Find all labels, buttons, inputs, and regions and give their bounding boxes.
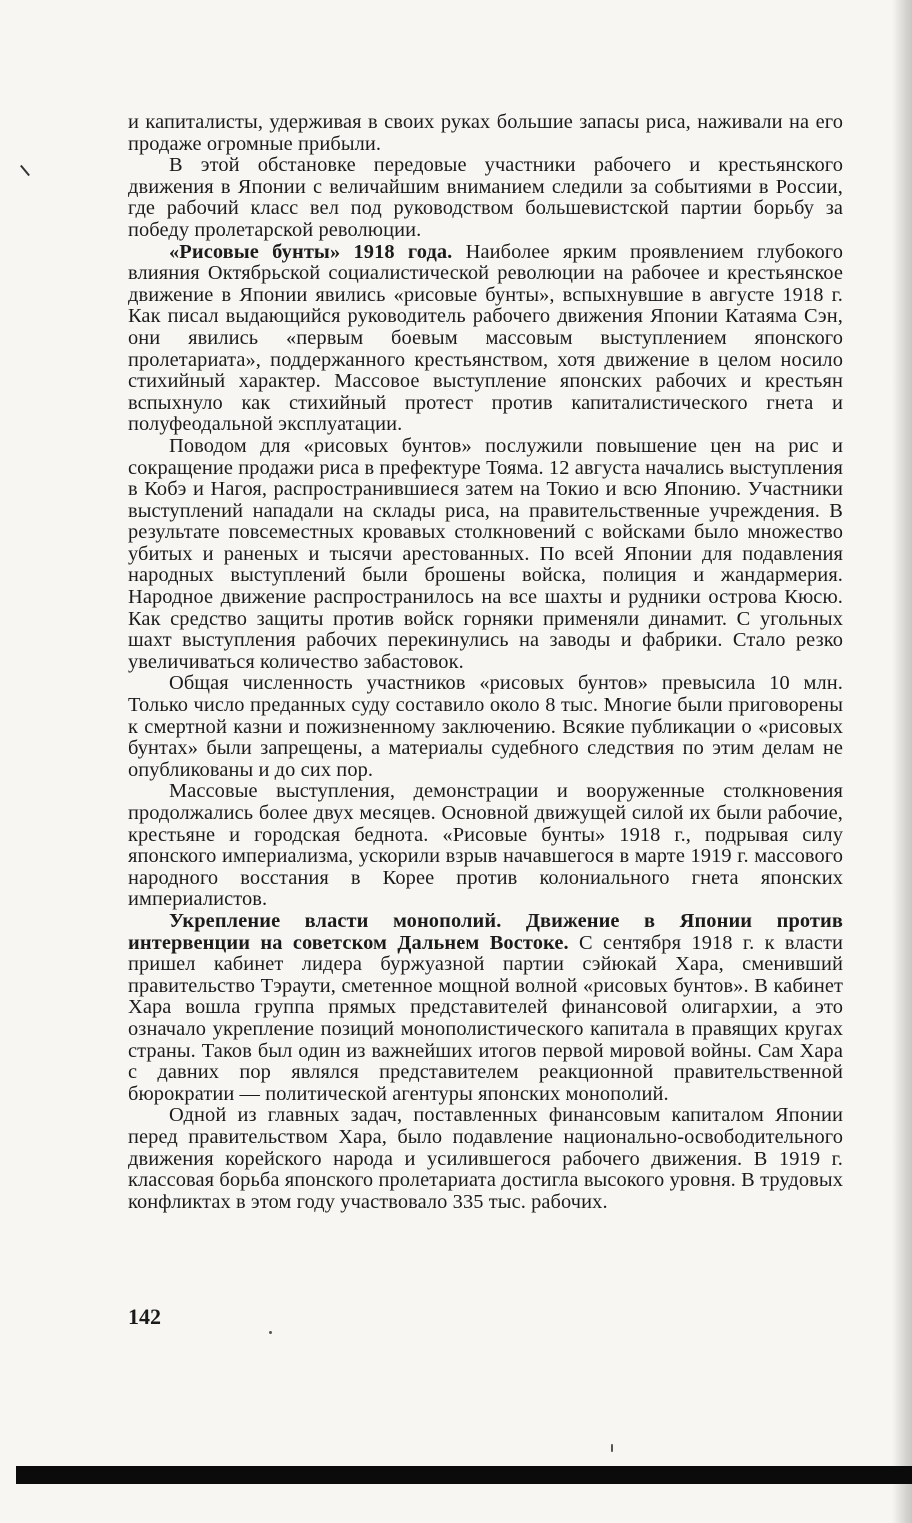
margin-mark — [20, 165, 30, 176]
scan-speck — [611, 1444, 613, 1452]
page-edge-shadow — [892, 0, 912, 1523]
paragraph: Одной из главных задач, поставленных финансовым капиталом Японии перед правительством Хара, было подавление национально-освободительного движения корейского народа и усилившегося рабочего движения. В 1919 г. классовая борьба японского пролетариата достигла высокого уровня. В трудовых конфликтах в этом году участвовало 335 тыс. рабочих. — [128, 1104, 843, 1213]
paragraph: и капиталисты, удерживая в своих руках большие запасы риса, наживали на его продаже огромные прибыли. — [128, 111, 843, 155]
scan-speck — [269, 1331, 272, 1334]
paragraph: Общая численность участников «рисовых бунтов» превысила 10 млн. Только число преданных суду составило около 8 тыс. Многие были приговорены к смертной казни и пожизненному заключению. Всякие публикации о «рисовых бунтах» были запрещены, а материалы судебного следствия по этим делам не опубликованы и до сих пор. — [128, 672, 843, 781]
section-heading: Укрепление власти монополий. Движение в Японии против интервенции на советском Дальнем Востоке. — [128, 909, 843, 954]
body-text — [128, 112, 843, 1213]
paragraph: Массовые выступления, демонстрации и вооруженные столкновения продолжались более двух месяцев. Основной движущей силой их были рабочие, крестьяне и городская беднота. «Рисовые бунты» 1918 г., подрывая силу японского империализма, ускорили взрыв начавшегося в марте 1919 г. массового народного восстания в Корее против колониального гнета японских империалистов. — [128, 780, 843, 911]
paragraph-section-heading: Укрепление власти монополий. Движение в Японии против интервенции на советском Дальнем Востоке. С сентября 1918 г. к власти пришел кабинет лидера буржуазной партии сэйюкай Хара, сменивший правительство Тэраути, сметенное мощной волной «рисовых бунтов». В кабинет Хара вошла группа прямых представителей финансовой олигархии, а это означало укрепление позиций монополистического капитала в правящих кругах страны. Таков был один из важнейших итогов первой мировой войны. Сам Хара с давних пор являлся представителем реакционной правительственной бюрократии — политической агентуры японских монополий. — [128, 909, 843, 1105]
paragraph: Поводом для «рисовых бунтов» послужили повышение цен на рис и сокращение продажи риса в префектуре Тояма. 12 августа начались выступления в Кобэ и Нагоя, распространившиеся затем на Токио и всю Японию. Участники выступлений нападали на склады риса, на правительственные учреждения. В результате повсеместных кровавых столкновений с войсками было множество убитых и раненых и тысячи арестованных. По всей Японии для подавления народных выступлений были брошены войска, полиция и жандармерия. Народное движение распространилось на все шахты и рудники острова Кюсю. Как средство защиты против войск горняки применяли динамит. С угольных шахт выступления рабочих перекинулись на заводы и фабрики. Стало резко увеличиваться количество забастовок. — [128, 434, 843, 673]
paragraph: В этой обстановке передовые участники рабочего и крестьянского движения в Японии с величайшим вниманием следили за событиями в России, где рабочий класс вел под руководством большевистской партии борьбу за победу пролетарской революции. — [128, 154, 843, 241]
page-number: 142 — [128, 1304, 161, 1329]
section-heading: «Рисовые бунты» 1918 года. — [169, 240, 453, 263]
paragraph-section-heading: «Рисовые бунты» 1918 года. Наиболее ярким проявлением глубокого влияния Октябрьской социалистической революции на рабочее и крестьянское движение в Японии явились «рисовые бунты», вспыхнувшие в августе 1918 г. Как писал выдающийся руководитель рабочего движения Японии Катаяма Сэн, они явились «первым боевым массовым выступлением японского пролетариата», поддержанного крестьянством, хотя движение в целом носило стихийный характер. Массовое выступление японских рабочих и крестьян вспыхнуло как стихийный протест против капиталистического гнета и полуфеодальной эксплуатации. — [128, 240, 843, 436]
scan-border-bar — [16, 1466, 912, 1484]
